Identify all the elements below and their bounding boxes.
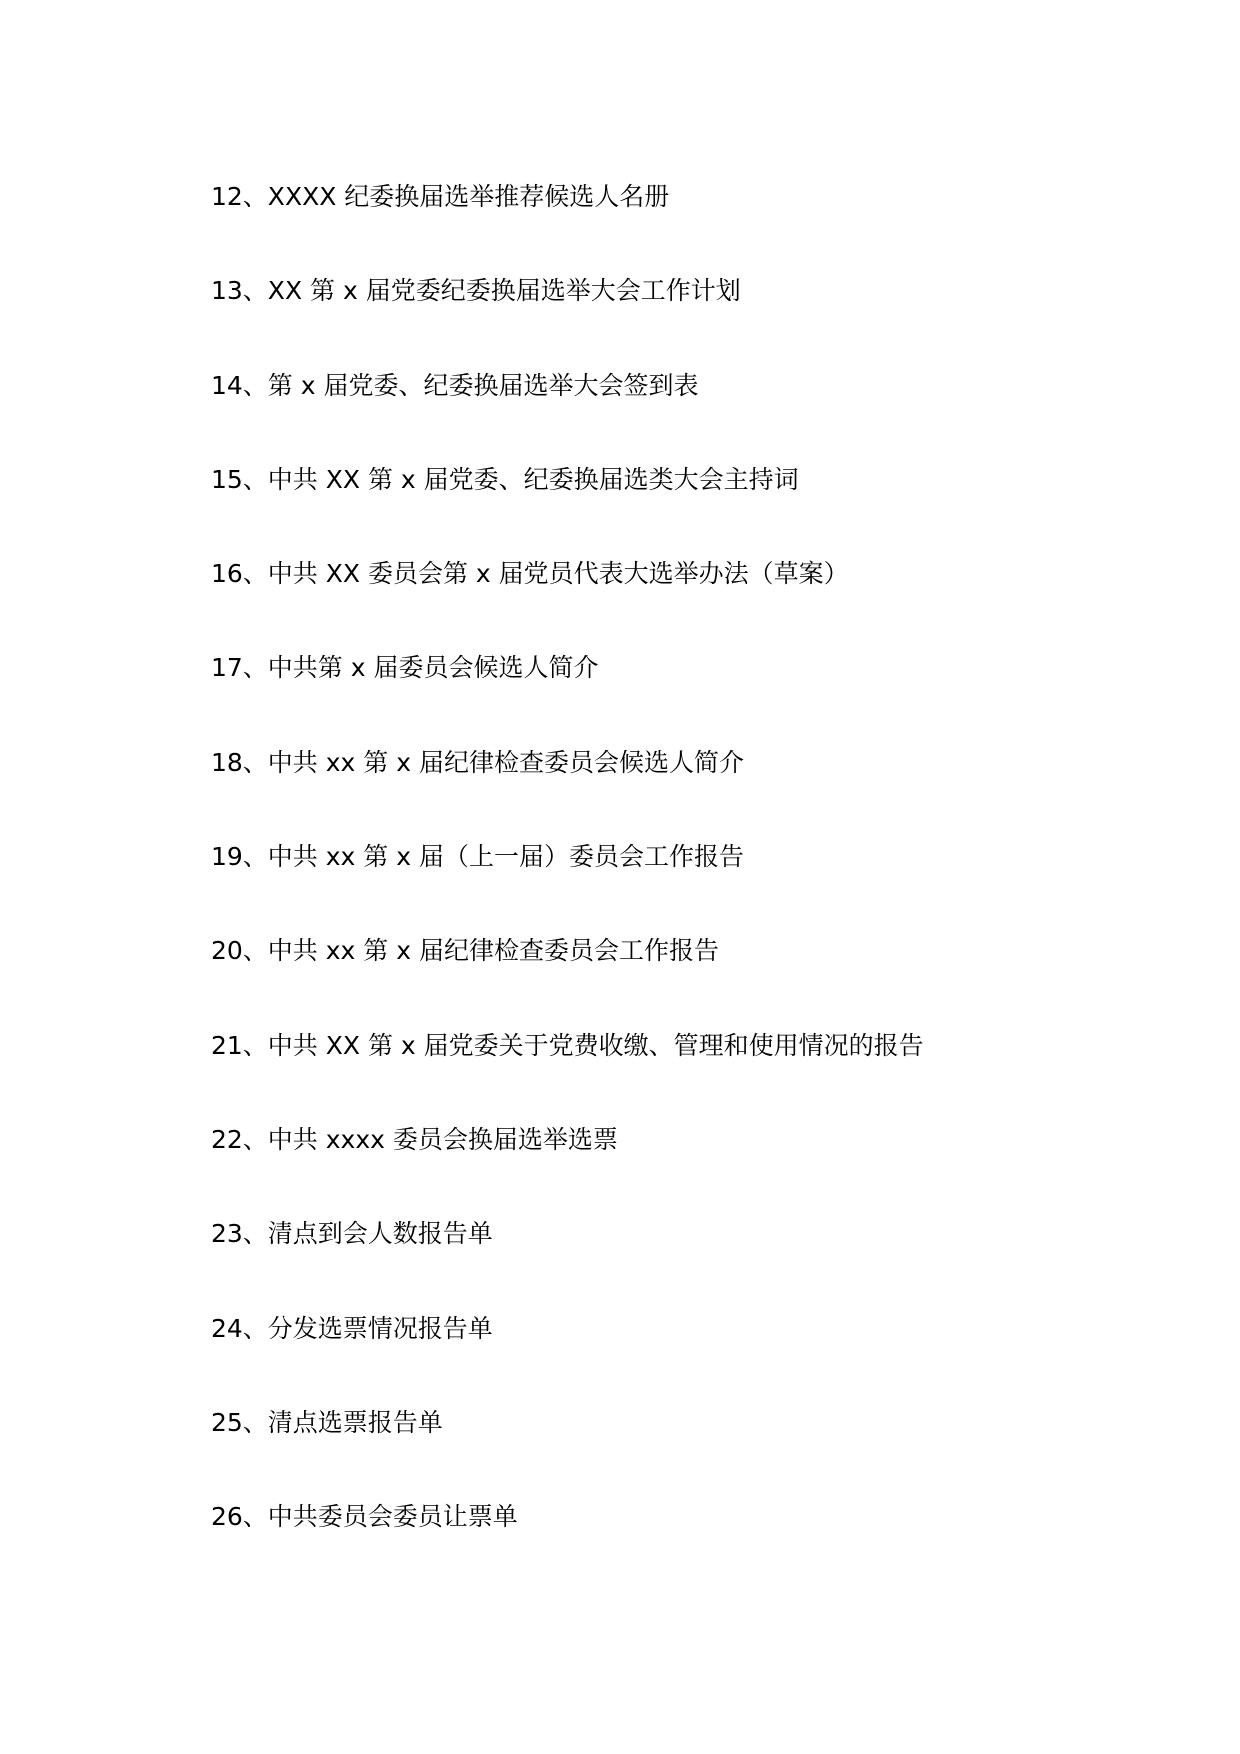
- toc-list: [211, 177, 924, 1591]
- toc-item-21: 21、中共 XX 第 x 届党委关于党费收缴、管理和使用情况的报告: [211, 1030, 924, 1060]
- toc-item-17: 17、中共第 x 届委员会候选人简介: [211, 653, 599, 683]
- toc-item-12: 12、XXXX 纪委换届选举推荐候选人名册: [211, 182, 670, 211]
- toc-item-24: 24、分发选票情况报告单: [211, 1313, 493, 1343]
- toc-item-25: 25、清点选票报告单: [211, 1407, 443, 1437]
- toc-item-16: 16、中共 XX 委员会第 x 届党员代表大选举办法（草案）: [211, 559, 849, 589]
- toc-item-18: 18、中共 xx 第 x 届纪律检查委员会候选人简介: [211, 747, 744, 777]
- toc-item-19: 19、中共 xx 第 x 届（上一届）委员会工作报告: [211, 842, 744, 872]
- toc-item-23: 23、清点到会人数报告单: [211, 1219, 493, 1249]
- toc-item-14: 14、第 x 届党委、纪委换届选举大会签到表: [211, 370, 699, 400]
- toc-item-26: 26、中共委员会委员让票单: [211, 1502, 518, 1532]
- toc-item-13: 13、XX 第 x 届党委纪委换届选举大会工作计划: [211, 276, 741, 306]
- toc-item-20: 20、中共 xx 第 x 届纪律检查委员会工作报告: [211, 936, 719, 966]
- toc-item-22: 22、中共 xxxx 委员会换届选举选票: [211, 1124, 618, 1154]
- toc-item-15: 15、中共 XX 第 x 届党委、纪委换届选类大会主持词: [211, 464, 799, 494]
